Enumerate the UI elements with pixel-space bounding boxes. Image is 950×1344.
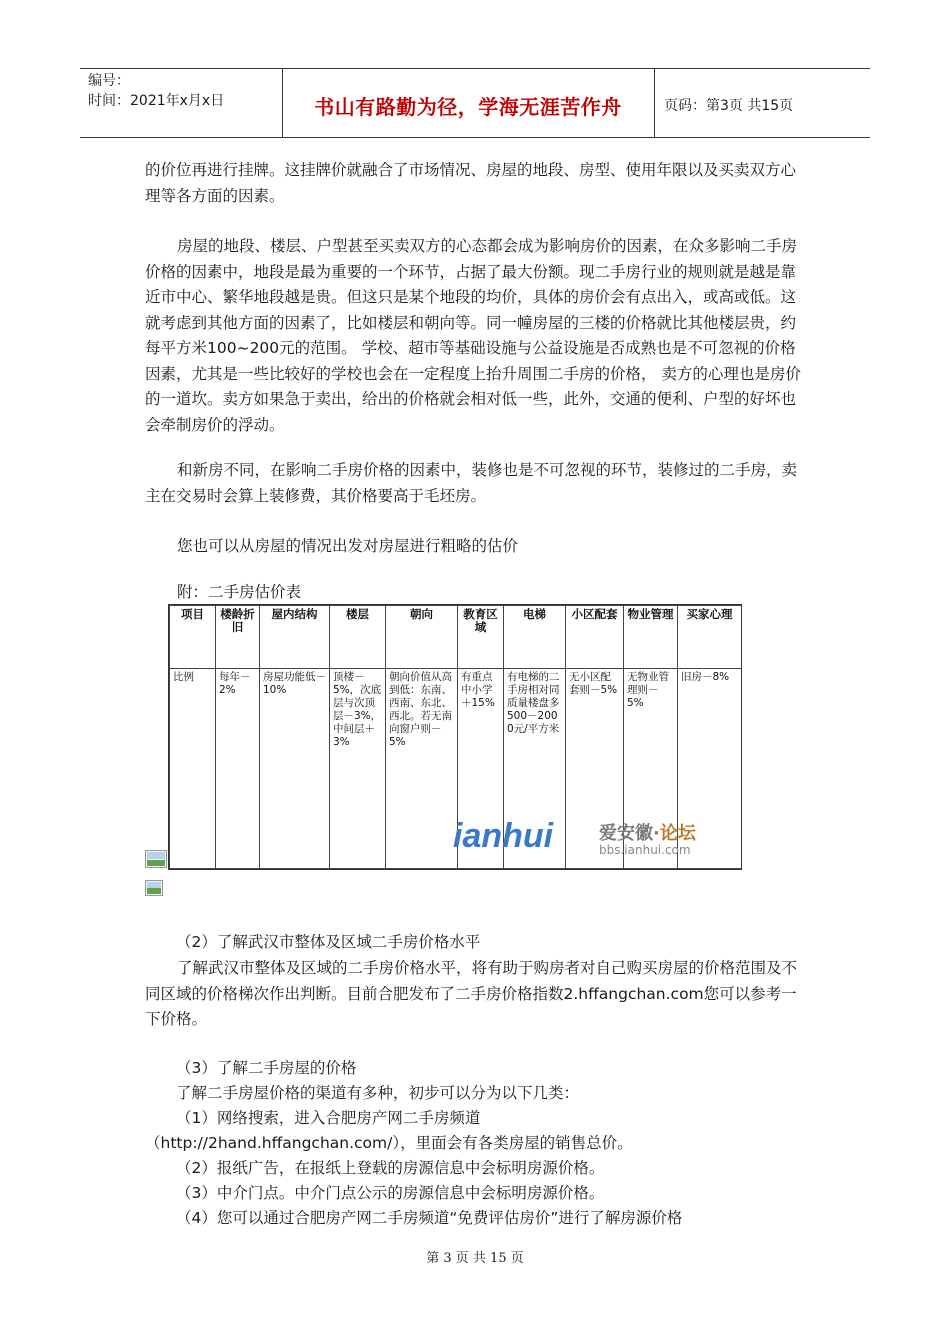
page-footer: 第 3 页 共 15 页 [426,1251,524,1266]
image-placeholder-icon[interactable] [145,850,167,868]
paragraph-listing-price: 的价位再进行挂牌。这挂牌价就融合了市场情况、房屋的地段、房型、使用年限以及买卖双方心理等各方面的因素。 [145,161,797,205]
section3-item4: （4）您可以通过合肥房产网二手房频道“免费评估房价”进行了解房源价格 [176,1209,683,1227]
section3-item1: （1）网络搜索，进入合肥房产网二手房频道 [176,1109,481,1127]
estimate-table-image [168,604,742,870]
table-cell: 有电梯的二手房相对同质量楼盘多500－2000元/平方米 [504,669,566,869]
table-cell: 每年－2% [216,669,260,869]
section3-item1-tail: ，里面会有各类房屋的销售总价。 [400,1134,633,1152]
doc-code-label: 编号： [88,73,130,89]
header-motto: 书山有路勤为径，学海无涯苦作舟 [314,95,622,119]
section2-body: 了解武汉市整体及区域的二手房价格水平，将有助于购房者对自己购买房屋的价格范围及不同区域的价格梯次作出判断。目前合肥发布了二手房价格指数2.hffangchan.com您可以参考一下价格。 [145,959,798,1028]
table-cell: 无物业管理则－5% [624,669,678,869]
page-header [80,68,870,138]
table-header-cell: 屋内结构 [260,606,330,669]
section3-intro: 了解二手房屋价格的渠道有多种，初步可以分为以下几类： [176,1084,580,1102]
table-cell: 顶楼－5%，次底层与次顶层－3%，中间层＋3% [330,669,386,869]
image-icon-land [147,860,165,866]
table-header-cell: 电梯 [504,606,566,669]
table-header-cell: 楼龄折旧 [216,606,260,669]
section3-item1-line2 [145,1131,805,1157]
paragraph-price-factors: 房屋的地段、楼层、户型甚至买卖双方的心态都会成为影响房价的因素，在众多影响二手房价格的因素中，地段是最为重要的一个环节，占据了最大份额。现二手房行业的规则就是越是靠近市中心、繁华地段越是贵。但这只是某个地段的均价，具体的房价会有点出入，或高或低。这就考虑到其他方面的因素了，比如楼层和朝向等。同一幢房屋的三楼的价格就比其他楼层贵，约每平方米100~200元的范围。 学校、超市等基础设施与公益设施是否成熟也是不可忽视的价格因素，尤其是一些比较好的学校也会在一定程度上抬升周围二手房的价格， 卖方的心理也是房价的一道坎。卖方如果急于卖出，给出的价格就会相对低一些，此外，交通的便利、户型的好坏也会牵制房价的浮动。 [145,237,801,434]
watermark-url: bbs.ianhui.com [599,843,691,857]
image-placeholder-icon[interactable] [145,880,163,896]
hffangchan-link[interactable]: （http://2hand.hffangchan.com/） [145,1134,401,1152]
section3-title: （3）了解二手房屋的价格 [176,1059,357,1077]
paragraph-decoration: 和新房不同，在影响二手房价格的因素中，装修也是不可忽视的环节，装修过的二手房，卖主在交易时会算上装修费，其价格要高于毛坯房。 [145,461,798,505]
table-header-cell: 朝向 [386,606,458,669]
table-header-cell: 小区配套 [566,606,624,669]
watermark-name-b: ·论坛 [653,823,696,844]
header-meta [88,71,224,111]
table-header-cell: 物业管理 [624,606,678,669]
table-header-cell: 楼层 [330,606,386,669]
table-cell: 朝向价值从高到低：东南、西南、东北、西北。若无南向窗户则－5% [386,669,458,869]
table-cell: 比例 [170,669,216,869]
table-cell: 房屋功能低－10% [260,669,330,869]
table-caption: 附：二手房估价表 [177,583,302,601]
paragraph-estimate-hint: 您也可以从房屋的情况出发对房屋进行粗略的估价 [177,537,519,555]
table-cell: 无小区配套则－5% [566,669,624,869]
watermark-logo: ianhui [453,817,554,855]
table-header-cell: 教育区域 [458,606,504,669]
table-header-cell: 项目 [170,606,216,669]
watermark [449,817,739,865]
header-page-info: 页码：第3页 共15页 [664,98,794,114]
section3-item2: （2）报纸广告，在报纸上登载的房源信息中会标明房源价格。 [176,1159,605,1177]
header-divider [654,69,655,137]
image-icon-sky [147,852,165,859]
section2-title: （2）了解武汉市整体及区域二手房价格水平 [176,933,481,951]
watermark-site-name [599,819,696,845]
table-header-cell: 买家心理 [678,606,742,669]
table-cell: 有重点中小学＋15% [458,669,504,869]
doc-time-label: 时间：2021年x月x日 [88,93,225,109]
watermark-name-a: 爱安徽 [599,823,653,844]
section3-item3: （3）中介门点。中介门点公示的房源信息中会标明房源价格。 [176,1184,605,1202]
table-cell: 旧房－8% [678,669,742,869]
table-header-row [170,606,742,669]
image-icon-land [147,888,161,894]
